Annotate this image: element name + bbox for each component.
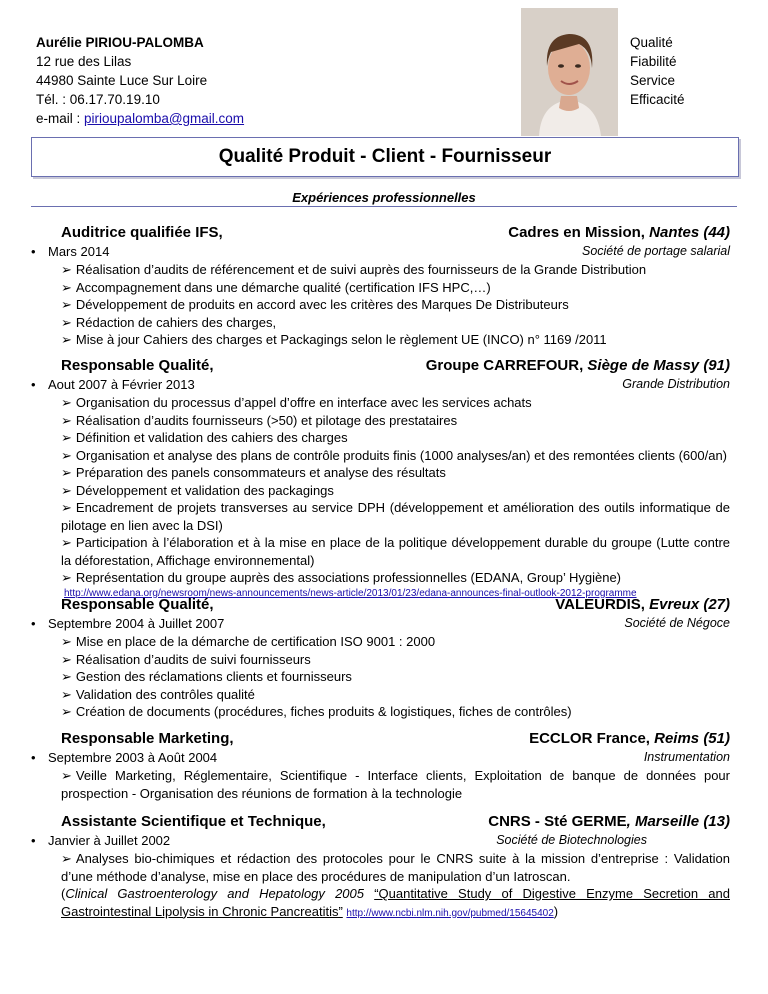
arrow-icon: ➢ xyxy=(61,570,72,585)
job-org: ECCLOR France, Reims (51) xyxy=(529,730,730,747)
bullet-icon: • xyxy=(31,833,36,848)
value-item: Efficacité xyxy=(630,92,685,107)
arrow-icon: ➢ xyxy=(61,535,72,550)
task-item: ➢ Définition et validation des cahiers des charges xyxy=(61,430,348,445)
job-date: Janvier à Juillet 2002 xyxy=(48,833,171,848)
candidate-name: Aurélie PIRIOU-PALOMBA xyxy=(36,35,204,50)
arrow-icon: ➢ xyxy=(61,395,72,410)
address-line-2: 44980 Sainte Luce Sur Loire xyxy=(36,73,208,88)
arrow-icon: ➢ xyxy=(61,332,72,347)
profile-photo xyxy=(521,8,618,136)
arrow-icon: ➢ xyxy=(61,500,72,515)
publication-reference: (Clinical Gastroenterology and Hepatology 2005 “Quantitative Study of Digestive Enzyme Secretion and Gastrointestinal Lipolysis in Chronic Pancreatitis” http://www.ncbi.nlm.nih.gov/pubmed/15645402) xyxy=(61,886,730,919)
email-label: e-mail : xyxy=(36,111,81,126)
contact-block xyxy=(36,33,244,128)
arrow-icon: ➢ xyxy=(61,651,72,667)
bullet-icon: • xyxy=(31,244,36,259)
value-item: Qualité xyxy=(630,35,673,50)
job-category: Société de Négoce xyxy=(624,616,730,630)
job-role: Assistante Scientifique et Technique, xyxy=(61,813,326,830)
arrow-icon: ➢ xyxy=(61,314,72,330)
task-item: ➢ Préparation des panels consommateurs et analyse des résultats xyxy=(61,465,446,480)
job-category: Instrumentation xyxy=(643,750,730,764)
task-item: ➢ Validation des contrôles qualité xyxy=(61,686,255,702)
bullet-icon: • xyxy=(31,750,36,765)
job-org: Groupe CARREFOUR, Siège de Massy (91) xyxy=(425,357,730,374)
arrow-icon: ➢ xyxy=(61,412,72,428)
section-heading: Expériences professionnelles xyxy=(292,190,476,205)
task-item: ➢ Création de documents (procédures, fiches produits & logistiques, fiches de contrôles) xyxy=(61,704,572,719)
arrow-icon: ➢ xyxy=(61,482,72,498)
task-item: ➢ Réalisation d’audits de suivi fournisseurs xyxy=(61,651,311,667)
section-divider xyxy=(31,206,737,207)
email-line xyxy=(36,109,244,128)
job-date: Mars 2014 xyxy=(48,244,110,259)
job-role: Auditrice qualifiée IFS, xyxy=(61,224,223,241)
task-item: ➢ Gestion des réclamations clients et fournisseurs xyxy=(61,669,352,684)
task-item: ➢ Développement de produits en accord avec les critères des Marques De Distributeurs xyxy=(61,297,569,312)
task-item: ➢ Organisation et analyse des plans de contrôle produits finis (1000 analyses/an) et des remontées clients (600/an) xyxy=(61,447,728,463)
job-entry xyxy=(31,813,737,922)
job-entry xyxy=(31,730,737,802)
arrow-icon: ➢ xyxy=(61,634,72,649)
job-entry xyxy=(31,596,737,721)
job-entry xyxy=(31,357,737,601)
job-date: Aout 2007 à Février 2013 xyxy=(48,377,195,392)
task-item: ➢ Participation à l’élaboration et à la mise en place de la politique développement durable du groupe (Lutte contre la déforestation, Affichage environnemental) xyxy=(61,535,730,568)
task-item: ➢ Mise en place de la démarche de certification ISO 9001 : 2000 xyxy=(61,634,436,649)
job-org: CNRS - Sté GERME, Marseille (13) xyxy=(488,813,730,830)
reference-link[interactable]: http://www.edana.org/newsroom/news-announcements/news-article/2013/01/23/edana-announces-final-outlook-2012-programme xyxy=(64,587,637,599)
arrow-icon: ➢ xyxy=(61,465,72,480)
job-category: Société de Biotechnologies xyxy=(496,833,647,847)
job-org: Cadres en Mission, Nantes (44) xyxy=(508,224,730,241)
ref-link[interactable]: http://www.ncbi.nlm.nih.gov/pubmed/15645402 xyxy=(346,907,554,919)
arrow-icon: ➢ xyxy=(61,851,72,866)
bullet-icon: • xyxy=(31,616,36,631)
task-item: ➢ Développement et validation des packagings xyxy=(61,482,334,498)
task-item: ➢ Réalisation d’audits fournisseurs (>50) et pilotage des prestataires xyxy=(61,412,458,428)
job-date: Septembre 2004 à Juillet 2007 xyxy=(48,616,225,631)
phone: Tél. : 06.17.70.19.10 xyxy=(36,92,160,107)
task-item: ➢ Mise à jour Cahiers des charges et Packagings selon le règlement UE (INCO) n° 1169 /2011 xyxy=(61,332,607,347)
email-link[interactable]: pirioupalomba@gmail.com xyxy=(84,111,245,126)
arrow-icon: ➢ xyxy=(61,447,72,463)
values-list xyxy=(630,33,685,109)
task-item: ➢ Rédaction de cahiers des charges, xyxy=(61,314,277,330)
arrow-icon: ➢ xyxy=(61,704,72,719)
job-role: Responsable Qualité, xyxy=(61,596,214,613)
task-item: ➢ Réalisation d’audits de référencement et de suivi auprès des fournisseurs de la Grande Distribution xyxy=(61,262,647,277)
arrow-icon: ➢ xyxy=(61,430,72,445)
job-role: Responsable Qualité, xyxy=(61,357,214,374)
ref-journal: Clinical Gastroenterology and Hepatology 2005 xyxy=(65,886,365,901)
job-date: Septembre 2003 à Août 2004 xyxy=(48,750,218,765)
task-item: ➢ Veille Marketing, Réglementaire, Scientifique - Interface clients, Exploitation de banque de données pour prospection - Organisation des réunions de formation à la technologie xyxy=(61,768,730,801)
value-item: Service xyxy=(630,73,676,88)
arrow-icon: ➢ xyxy=(61,768,72,783)
job-entry xyxy=(31,224,737,349)
arrow-icon: ➢ xyxy=(61,262,72,277)
cv-title: Qualité Produit - Client - Fournisseur xyxy=(31,137,739,177)
task-item: ➢ Représentation du groupe auprès des associations professionnelles (EDANA, Group’ Hygiène) xyxy=(61,570,622,585)
value-item: Fiabilité xyxy=(630,54,677,69)
task-item: ➢ Analyses bio-chimiques et rédaction des protocoles pour le CNRS suite à la mission d’entreprise : Validation d’une méthode d’analyse, mise en place des procédures de manipulation d’un Iatroscan. xyxy=(61,851,730,884)
task-item: ➢ Organisation du processus d’appel d’offre en interface avec les services achats xyxy=(61,395,532,410)
task-item: ➢ Encadrement de projets transverses au service DPH (développement et amélioration des outils informatique de pilotage en lien avec la DSI) xyxy=(61,500,730,533)
arrow-icon: ➢ xyxy=(61,686,72,702)
arrow-icon: ➢ xyxy=(61,669,72,684)
job-category: Grande Distribution xyxy=(622,377,730,391)
task-item: ➢ Accompagnement dans une démarche qualité (certification IFS HPC,…) xyxy=(61,279,491,295)
arrow-icon: ➢ xyxy=(61,279,72,295)
arrow-icon: ➢ xyxy=(61,297,72,312)
ref-title: “Quantitative Study of Digestive Enzyme Secretion and Gastrointestinal Lipolysis in Chronic Pancreatitis” xyxy=(61,886,730,919)
job-org: VALEURDIS, Evreux (27) xyxy=(555,596,730,613)
job-category: Société de portage salarial xyxy=(581,244,730,258)
job-role: Responsable Marketing, xyxy=(61,730,234,747)
bullet-icon: • xyxy=(31,377,36,392)
address-line-1: 12 rue des Lilas xyxy=(36,54,132,69)
